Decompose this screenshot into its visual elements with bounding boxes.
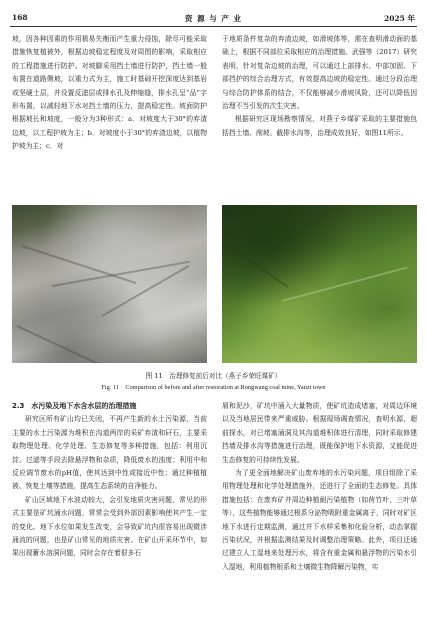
paragraph: 研究区所有矿山均已关闭，不再产生新的水土污染源，当前主要的水土污染源为堆积在沟道两岸的采矿弃渣和矸石，主要采取物理处理、化学处理、生态修复等多种措施，包括：利用沉淀、过滤等手段去除悬浮物和杂质，降低废水的浊度；利用中和反应调节废水的pH值，使其达到中性或接近中性；通过种植植被、恢复土壤等措施，提高生态系统的自净能力。 — [12, 415, 207, 491]
figure-caption-chinese: 图 11 治理修复前后对比（燕子乡荣旺煤矿） — [145, 372, 282, 380]
header-rule — [10, 26, 417, 27]
paragraph: 坡，因各种因素的作用极易失衡而产生重力侵蚀，除尽可能采取措施恢复植被外，根据边坡稳定程度及对周围的影响，采取相应的工程措施进行防护。对坡脚采用挡土墙进行防护，挡土墙一般布置在道路侧坡，以重力式为主，施工时基础开挖深度达到基岩或坚硬土层，并设置反滤层或排水孔及伸缩缝，排水孔呈“品”字形布置，以减轻地下水对挡土墙的压力，提高稳定性。坡面防护根据坡长和坡度，一般分为3种形式：a．对坡度大于30°的弃渣边坡，以工程护坡为主；b．对坡度小于30°的弃渣边坡，以植物护坡为主；c．对 — [12, 35, 207, 151]
paragraph: 屑和泥沙，矿坑中涌入大量物质，使矿坑造成堵塞，对周边环境以及当地居民带来严重威胁。根据现场调查情况，查明水源，超前探水，对已堵塞涌洞及其沟道堆积体进行清理，同时采取修建挡墙及排水沟等措施进行治理，既能保护地下水资源，又能促进生态修复的可持续性发展。 — [222, 402, 417, 464]
before-restoration-photo — [12, 205, 207, 363]
left-column-bottom — [12, 400, 207, 561]
paragraph: 为了更全面地解决矿山废弃地的水污染问题，项目组除了采用物理处理和化学处理措施外，还进行了全面的生态修复。具体措施包括：在废弃矿井周边种植耐污染植物（如荷竹叶、三叶草等），这些植物能够通过根系分泌物吸附重金属离子，同时对矿区地下水进行定期监测，通过井下水样采集和化验分析，动态掌握污染状况，并根据监测结果及时调整治理策略。此外，项目还通过建立人工湿地来处理污水，将含有重金属和悬浮物的污染水引入湿地，利用植物根系和土壤微生物降解污染物，实 — [222, 469, 417, 571]
section-heading: 2.3 水污染及地下水含水层的治理措施 — [12, 402, 137, 410]
paragraph: 根据研究区现场勘察情况，对燕子乡煤矿采取的主要措施包括挡土墙、削坡、截排水沟等，治理成效良好，如图11所示。 — [222, 115, 417, 137]
right-column-bottom — [222, 400, 417, 574]
issue-year: 2025 年 — [384, 14, 415, 23]
paragraph: 矿山区域地下水波动较大，会引发地质灾害问题，常见的形式主要是矿坑涌水问题，常常会受到外部因素影响使其产生一定的变化。地下水位如果发生改变，会导致矿坑内很容易出现微涉涌流的问题，也是矿山常见的地质灾害。在矿山开采环节中，如果出现蓄水溶洞问题，同时会存在着很多石 — [12, 495, 207, 558]
figure-caption-english: Fig. 11 Comparison of before and after restoration at Rongwang coal mine, Yanzi town — [101, 384, 326, 391]
right-column-top — [222, 33, 417, 140]
journal-title: 资 源 与 产 业 — [185, 14, 242, 23]
paragraph: 于地质条件复杂的弃渣边坡，如滑坡体等，需在查明滑动面的基础上，根据不同部位采取相应的治理措施。武强等（2017）研究表明，针对复杂边坡的治理，可以通过上部排水、中部加固、下部挡护的综合治理方式，有效提高边坡的稳定性。通过分段治理与综合防护体系的结合，不仅能够减少滑坡风险，还可以降低因治理不当引发的次生灾害。 — [222, 35, 417, 111]
after-restoration-photo — [222, 205, 417, 363]
page-number: 168 — [12, 13, 28, 22]
left-column-top — [12, 33, 207, 154]
